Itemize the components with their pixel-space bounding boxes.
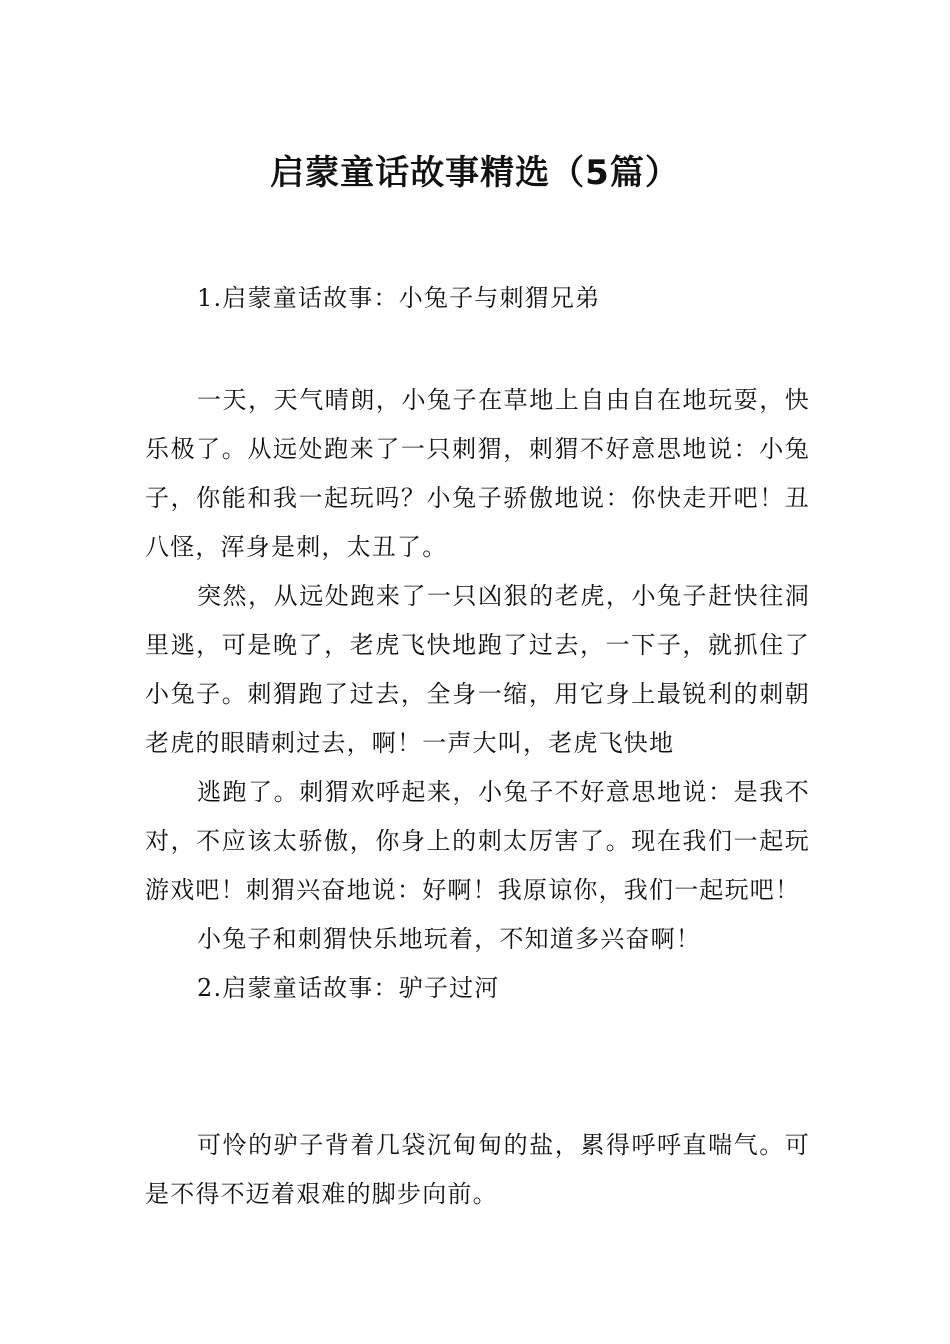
- section-heading-2: 2.启蒙童话故事：驴子过河: [197, 974, 500, 1002]
- story-paragraph-4: 小兔子和刺猬快乐地玩着，不知道多兴奋啊！: [197, 925, 701, 953]
- story-paragraph-5: 可怜的驴子背着几袋沉甸甸的盐，累得呼呼直喘气。可是不得不迈着艰难的脚步向前。: [145, 1131, 810, 1208]
- story-paragraph-3: 逃跑了。刺猬欢呼起来，小兔子不好意思地说：是我不对，不应该太骄傲，你身上的刺太厉害了。现在我们一起玩游戏吧！刺猬兴奋地说：好啊！我原谅你，我们一起玩吧！: [145, 778, 810, 904]
- document-title: 启蒙童话故事精选（5篇）: [270, 152, 680, 193]
- section-2-body: [145, 1121, 810, 1219]
- section-1-body: [145, 376, 810, 1013]
- story-paragraph-2: 突然，从远处跑来了一只凶狠的老虎，小兔子赶快往洞里逃，可是晚了，老虎飞快地跑了过去，一下子，就抓住了小兔子。刺猬跑了过去，全身一缩，用它身上最锐利的刺朝老虎的眼睛刺过去，啊！一声大叫，老虎飞快地: [145, 582, 810, 757]
- story-paragraph-1: 一天，天气晴朗，小兔子在草地上自由自在地玩耍，快乐极了。从远处跑来了一只刺猬，刺猬不好意思地说：小兔子，你能和我一起玩吗？小兔子骄傲地说：你快走开吧！丑八怪，浑身是刺，太丑了。: [145, 386, 810, 561]
- section-heading-1: 1.启蒙童话故事：小兔子与刺猬兄弟: [197, 284, 601, 312]
